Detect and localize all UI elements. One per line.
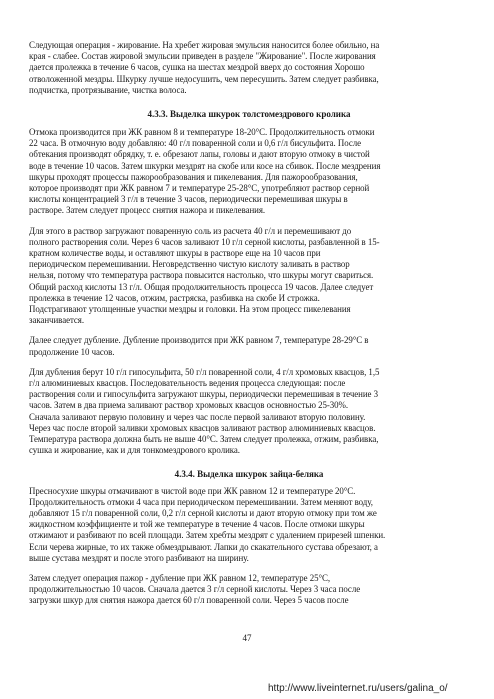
text-line: пролежка в течение 12 часов, отжим, растряска, разбивка на скобе И строжка. [29,292,320,303]
text-line: воде в течение 10 часов. Затем шкурки мездрят на скобе или косе на сбивок. После мездрения [29,160,381,171]
text-line: Температура раствора должна быть не выше 40°С. Затем следует пролежка, отжим, разбивка, [29,434,379,445]
text-line: отволоженной мездры. Шкурку лучше недосушить, чем пересушить. Затем следует разбивка, [29,73,379,84]
text-line: Отмока производится при ЖК равном 8 и температуре 18-20°С. Продолжительность отмоки [29,127,375,138]
text-line: выше сустава мездрят и после этого разбивают на ширину. [29,552,249,563]
text-line: г/л алюминиевых квасцов. Последовательность ведения процесса следующая: после [29,378,346,389]
text-line: периодическом перемешивании. Неговредственно чистую кислоту заливать в раствор [29,259,350,270]
watermark-url: http://www.liveinternet.ru/users/galina_o/ [268,683,448,694]
text-line: кратном количестве воды, и оставляют шкуры в растворе еще на 10 часов при [29,248,321,259]
text-line: 22 часа. В отмочную воду добавляю: 40 г/л поваренной соли и 0,6 г/л бисульфита. После [29,138,361,149]
text-line: шкуры проходят процессы пажорообразования и пикелевания. Для пажорообразования, [29,171,358,182]
text-line: Продолжительность отмоки 4 часа при периодическом перемешивании. Затем меняют воду, [29,496,373,507]
paragraph-intro [29,40,469,96]
paragraph-hare-tanning [29,573,469,607]
section-heading-hare: 4.3.4. Выделка шкурок зайца-беляка [174,468,324,479]
text-line: края - слабее. Состав жировой эмульсии приведен в разделе "Жирование". После жирования [29,51,376,62]
text-line: Сначала заливают первую половину и через час после первой заливают вторую половину. [29,411,366,422]
text-line: Подстрагивают утолщенные участки мездры и головки. На этом процесс пикелевания [29,304,351,315]
text-line: обтекания производят обрядку, т. е. обрезают лапы, головы и дают вторую отмоку в чистой [29,149,370,160]
text-line: жидкостном коэффициенте и той же температуре в течение 4 часов. После отмоки шкуры [29,519,365,530]
paragraph-pickling [29,226,469,327]
paragraph-tanning [29,335,469,357]
text-line: полного растворения соли. Через 6 часов заливают 10 г/л серной кислоты, разбавленной в 15- [29,236,380,247]
text-line: подчистка, протрязывание, чистка волоса. [29,84,187,95]
paragraph-tanning-recipe [29,367,469,457]
text-line: которое производят при ЖК равном 7 и температуре 25-28°С, употребляют раствор серной [29,183,370,194]
text-line: продолжительностью 10 часов. Сначала дается 3 г/л серной кислоты. Через 3 часа после [29,584,361,595]
paragraph-hare-soaking [29,486,469,564]
text-line: Пресносухие шкуры отмачивают в чистой воде при ЖК равном 12 и температуре 20°С. [29,485,356,496]
text-line: добавляют 15 г/л поваренной соли, 0,2 г/л серной кислоты и дают вторую отмоку при том же [29,507,377,518]
text-line: Для этого в раствор загружают поваренную соль из расчета 40 г/л и перемешивают до [29,225,352,236]
text-line: сушка и жирование, как и для тонкомездрового кролика. [29,445,240,456]
text-line: дается пролежка в течение 6 часов, сушка на шестах мездрой вверх до состояния Хорошо [29,62,365,73]
text-line: Общий расход кислоты 13 г/л. Общая продолжительность процесса 19 часов. Далее следует [29,281,374,292]
text-line: часов. Затем в два приема заливают раствор хромовых квасцов основностью 25-30%. [29,400,349,411]
text-line: Следующая операция - жирование. На хребет жировая эмульсия наносится более обильно, на [29,40,380,50]
page-number: 47 [242,633,252,643]
text-line: нельзя, потому что температура раствора повысится настолько, что шкуры могут свариться. [29,270,374,281]
text-line: загрузки шкур для снятия нажора дается 60 г/л поваренной соли. Через 5 часов после [29,595,349,606]
page-content [29,40,469,607]
text-line: Далее следует дубление. Дубление производится при ЖК равном 7, температуре 28-29°С в [29,335,369,346]
text-line: продолжение 10 часов. [29,346,115,357]
text-line: растворения соли и гипосульфита загружают шкуры, периодически перемешивая в течение 3 [29,389,378,400]
paragraph-soaking [29,127,469,217]
text-line: отжимают и разбивают по всей площади. Затем хребты мездрят с удалением прирезей шпенки. [29,530,386,541]
text-line: Затем следует операция пажор - дубление при ЖК равном 12, температуре 25°С, [29,572,331,583]
text-line: Через час после второй заливки хромовых квасцов заливают раствор алюминиевых квасцов. [29,422,376,433]
text-line: кислоты концентрацией 3 г/л в течение 3 часов, периодически перемешивая шкуры в [29,194,348,205]
text-line: растворе. Затем следует процесс снятия нажора и пикелевания. [29,205,266,216]
section-heading-rabbit: 4.3.3. Выделка шкурок толстомездрового кролика [147,109,351,120]
text-line: заканчивается. [29,315,85,326]
text-line: Для дубления берут 10 г/л гипосульфита, 50 г/л поваренной соли, 4 г/л хромовых квасцов, 1,5 [29,366,380,377]
text-line: Если черева жирные, то их также обмездрывают. Лапки до скакательного сустава обрезают, а [29,541,378,552]
